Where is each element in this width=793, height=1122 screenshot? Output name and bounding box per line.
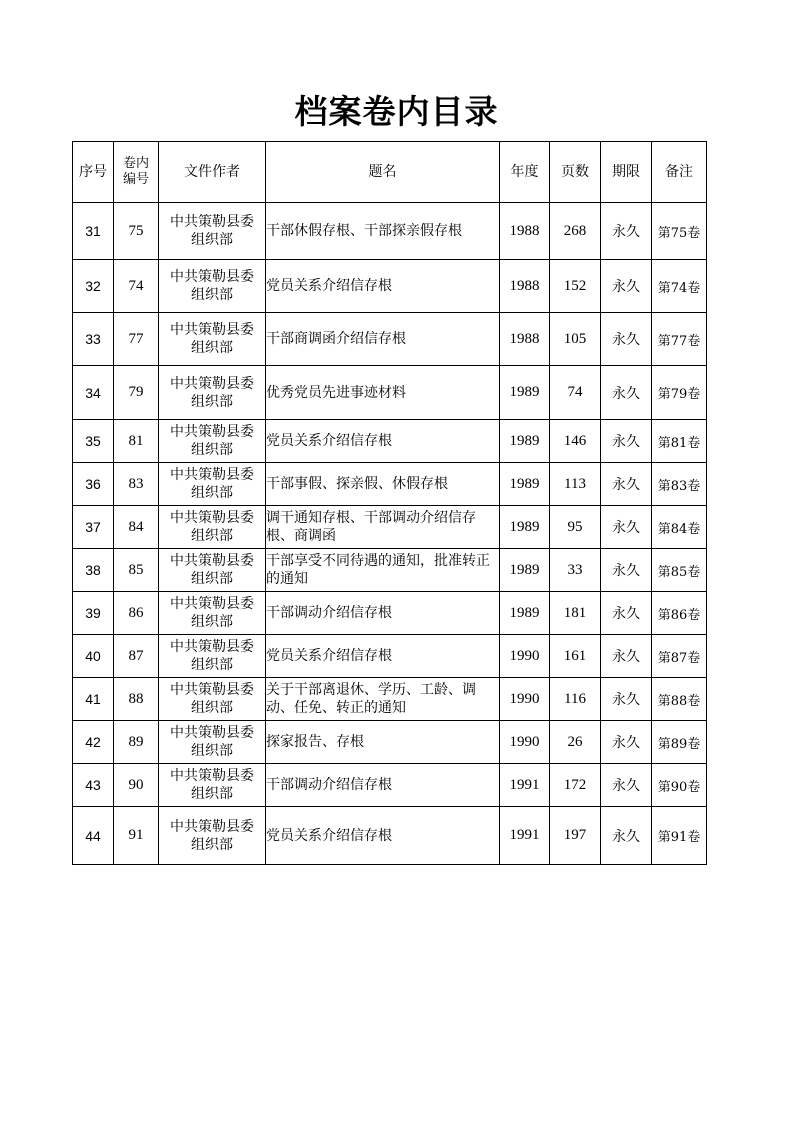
cell-pages: 26: [550, 721, 601, 764]
cell-doc-title: 党员关系介绍信存根: [266, 260, 500, 313]
author-line1: 中共策勒县委: [170, 269, 254, 285]
author-line1: 中共策勒县委: [170, 639, 254, 655]
author-line2: 组织部: [191, 614, 233, 630]
cell-note: 第85卷: [652, 549, 707, 592]
cell-author: [159, 721, 266, 764]
table-row: [73, 592, 707, 635]
cell-term: 永久: [601, 366, 652, 420]
cell-author: [159, 260, 266, 313]
cell-note: 第75卷: [652, 203, 707, 260]
cell-year: 1990: [500, 678, 550, 721]
cell-volume-number: 74: [114, 260, 159, 313]
cell-year: 1990: [500, 635, 550, 678]
header-seq: 序号: [73, 142, 114, 203]
author-line1: 中共策勒县委: [170, 322, 254, 338]
cell-term: 永久: [601, 549, 652, 592]
table-row: [73, 420, 707, 463]
cell-year: 1989: [500, 420, 550, 463]
header-pages: 页数: [550, 142, 601, 203]
header-volume-number: [114, 142, 159, 203]
table-body: [73, 203, 707, 865]
author-line1: 中共策勒县委: [170, 768, 254, 784]
cell-year: 1991: [500, 764, 550, 807]
cell-year: 1990: [500, 721, 550, 764]
cell-pages: 105: [550, 313, 601, 366]
cell-doc-title: 调干通知存根、干部调动介绍信存根、商调函: [266, 506, 500, 549]
cell-seq: 36: [73, 463, 114, 506]
cell-seq: 42: [73, 721, 114, 764]
header-volume-number-line2: 编号: [122, 172, 149, 187]
table-row: [73, 807, 707, 865]
cell-pages: 33: [550, 549, 601, 592]
cell-volume-number: 88: [114, 678, 159, 721]
table-row: [73, 313, 707, 366]
cell-doc-title: 党员关系介绍信存根: [266, 807, 500, 865]
cell-volume-number: 75: [114, 203, 159, 260]
cell-doc-title: 关于干部离退休、学历、工龄、调动、任免、转正的通知: [266, 678, 500, 721]
table-row: [73, 463, 707, 506]
cell-pages: 152: [550, 260, 601, 313]
cell-year: 1988: [500, 260, 550, 313]
cell-volume-number: 89: [114, 721, 159, 764]
author-line2: 组织部: [191, 836, 233, 853]
cell-author: [159, 764, 266, 807]
cell-note: 第90卷: [652, 764, 707, 807]
header-doc-title: 题名: [266, 142, 500, 203]
cell-doc-title: 党员关系介绍信存根: [266, 635, 500, 678]
cell-doc-title: 干部享受不同待遇的通知，批准转正的通知: [266, 549, 500, 592]
cell-author: [159, 635, 266, 678]
cell-note: 第84卷: [652, 506, 707, 549]
author-line2: 组织部: [191, 393, 233, 410]
cell-volume-number: 87: [114, 635, 159, 678]
cell-term: 永久: [601, 592, 652, 635]
cell-doc-title: 干部调动介绍信存根: [266, 592, 500, 635]
cell-pages: 74: [550, 366, 601, 420]
header-term: 期限: [601, 142, 652, 203]
cell-note: 第81卷: [652, 420, 707, 463]
cell-year: 1989: [500, 549, 550, 592]
cell-pages: 116: [550, 678, 601, 721]
cell-note: 第89卷: [652, 721, 707, 764]
cell-doc-title: 干部事假、探亲假、休假存根: [266, 463, 500, 506]
author-line2: 组织部: [191, 743, 233, 759]
author-line1: 中共策勒县委: [170, 725, 254, 741]
cell-seq: 32: [73, 260, 114, 313]
cell-volume-number: 79: [114, 366, 159, 420]
table-row: [73, 366, 707, 420]
author-line2: 组织部: [191, 528, 233, 544]
cell-seq: 41: [73, 678, 114, 721]
cell-term: 永久: [601, 313, 652, 366]
cell-author: [159, 313, 266, 366]
author-line2: 组织部: [191, 786, 233, 802]
header-year: 年度: [500, 142, 550, 203]
header-row: [73, 142, 707, 203]
cell-author: [159, 420, 266, 463]
cell-term: 永久: [601, 807, 652, 865]
cell-note: 第83卷: [652, 463, 707, 506]
table-row: [73, 635, 707, 678]
cell-year: 1988: [500, 203, 550, 260]
cell-pages: 161: [550, 635, 601, 678]
cell-pages: 146: [550, 420, 601, 463]
cell-term: 永久: [601, 203, 652, 260]
cell-volume-number: 83: [114, 463, 159, 506]
cell-year: 1989: [500, 366, 550, 420]
cell-doc-title: 探家报告、存根: [266, 721, 500, 764]
table-row: [73, 764, 707, 807]
cell-seq: 35: [73, 420, 114, 463]
cell-seq: 37: [73, 506, 114, 549]
cell-volume-number: 77: [114, 313, 159, 366]
cell-year: 1989: [500, 463, 550, 506]
cell-volume-number: 85: [114, 549, 159, 592]
header-note: 备注: [652, 142, 707, 203]
cell-note: 第87卷: [652, 635, 707, 678]
cell-pages: 95: [550, 506, 601, 549]
author-line1: 中共策勒县委: [170, 596, 254, 612]
cell-volume-number: 84: [114, 506, 159, 549]
cell-author: [159, 678, 266, 721]
cell-pages: 181: [550, 592, 601, 635]
cell-volume-number: 81: [114, 420, 159, 463]
cell-author: [159, 366, 266, 420]
cell-note: 第88卷: [652, 678, 707, 721]
author-line1: 中共策勒县委: [170, 818, 254, 835]
cell-author: [159, 592, 266, 635]
author-line2: 组织部: [191, 442, 233, 458]
table-row: [73, 721, 707, 764]
catalog-table: [72, 141, 707, 865]
cell-volume-number: 90: [114, 764, 159, 807]
cell-term: 永久: [601, 721, 652, 764]
cell-author: [159, 807, 266, 865]
cell-volume-number: 91: [114, 807, 159, 865]
cell-seq: 39: [73, 592, 114, 635]
author-line2: 组织部: [191, 700, 233, 716]
author-line1: 中共策勒县委: [170, 467, 254, 483]
cell-year: 1989: [500, 592, 550, 635]
cell-note: 第86卷: [652, 592, 707, 635]
cell-doc-title: 干部调动介绍信存根: [266, 764, 500, 807]
cell-seq: 34: [73, 366, 114, 420]
cell-volume-number: 86: [114, 592, 159, 635]
cell-doc-title: 党员关系介绍信存根: [266, 420, 500, 463]
table-row: [73, 506, 707, 549]
cell-pages: 268: [550, 203, 601, 260]
author-line1: 中共策勒县委: [170, 214, 254, 230]
cell-pages: 197: [550, 807, 601, 865]
cell-year: 1989: [500, 506, 550, 549]
author-line1: 中共策勒县委: [170, 682, 254, 698]
cell-term: 永久: [601, 260, 652, 313]
author-line1: 中共策勒县委: [170, 553, 254, 569]
cell-seq: 38: [73, 549, 114, 592]
cell-seq: 43: [73, 764, 114, 807]
header-author: 文件作者: [159, 142, 266, 203]
author-line2: 组织部: [191, 571, 233, 587]
author-line2: 组织部: [191, 232, 233, 248]
cell-author: [159, 506, 266, 549]
author-line1: 中共策勒县委: [170, 424, 254, 440]
table-row: [73, 203, 707, 260]
author-line2: 组织部: [191, 340, 233, 356]
cell-term: 永久: [601, 635, 652, 678]
cell-seq: 44: [73, 807, 114, 865]
header-volume-number-line1: 卷内: [122, 156, 149, 171]
cell-year: 1988: [500, 313, 550, 366]
author-line2: 组织部: [191, 287, 233, 303]
cell-author: [159, 463, 266, 506]
cell-year: 1991: [500, 807, 550, 865]
cell-author: [159, 203, 266, 260]
cell-doc-title: 优秀党员先进事迹材料: [266, 366, 500, 420]
table-row: [73, 549, 707, 592]
cell-term: 永久: [601, 463, 652, 506]
cell-author: [159, 549, 266, 592]
cell-term: 永久: [601, 678, 652, 721]
page-title: 档案卷内目录: [294, 92, 499, 131]
cell-term: 永久: [601, 764, 652, 807]
author-line1: 中共策勒县委: [170, 375, 254, 392]
cell-pages: 172: [550, 764, 601, 807]
cell-pages: 113: [550, 463, 601, 506]
author-line2: 组织部: [191, 485, 233, 501]
cell-seq: 40: [73, 635, 114, 678]
cell-seq: 31: [73, 203, 114, 260]
cell-seq: 33: [73, 313, 114, 366]
cell-doc-title: 干部休假存根、干部探亲假存根: [266, 203, 500, 260]
author-line1: 中共策勒县委: [170, 510, 254, 526]
cell-doc-title: 干部商调函介绍信存根: [266, 313, 500, 366]
cell-term: 永久: [601, 420, 652, 463]
cell-term: 永久: [601, 506, 652, 549]
cell-note: 第77卷: [652, 313, 707, 366]
author-line2: 组织部: [191, 657, 233, 673]
table-row: [73, 260, 707, 313]
cell-note: 第74卷: [652, 260, 707, 313]
cell-note: 第91卷: [652, 807, 707, 865]
cell-note: 第79卷: [652, 366, 707, 420]
table-row: [73, 678, 707, 721]
